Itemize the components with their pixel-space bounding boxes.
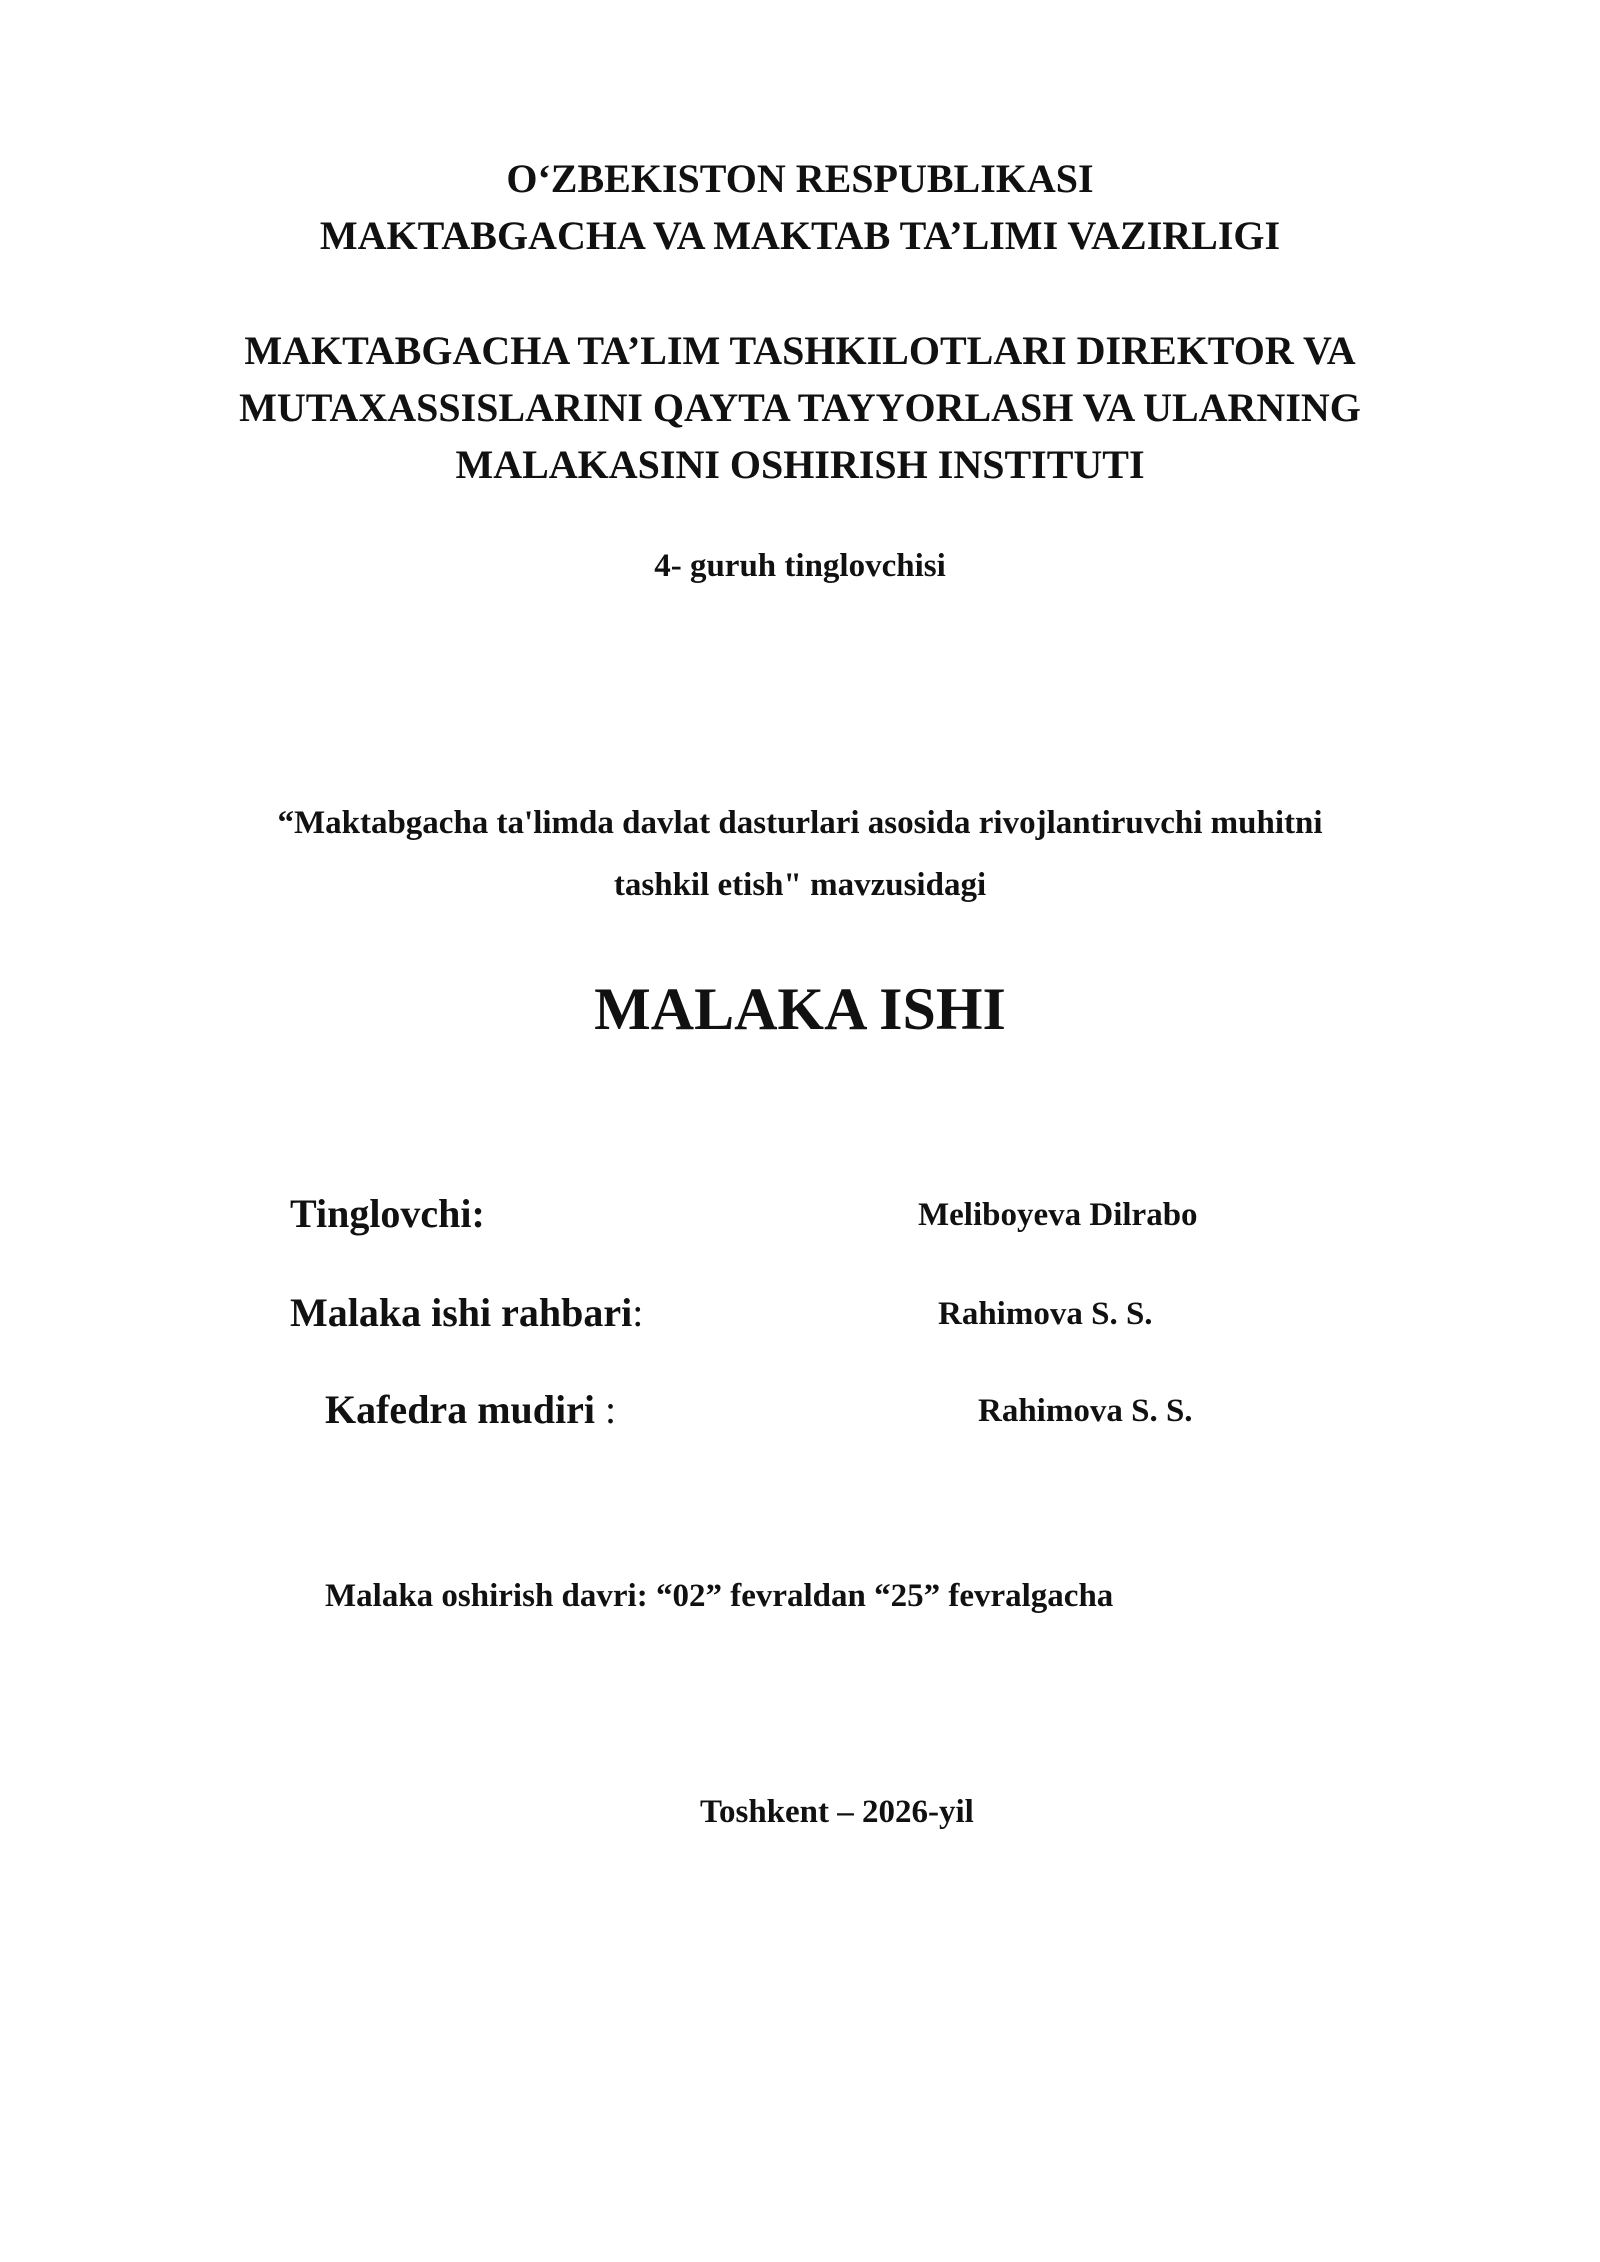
ministry-line-2: MAKTABGACHA VA MAKTAB TA’LIMI VAZIRLIGI [319, 213, 1281, 258]
institute-line-1: MAKTABGACHA TA’LIM TASHKILOTLARI DIREKTOR VA [244, 328, 1356, 373]
group-label: 4- guruh tinglovchisi [654, 548, 946, 584]
institute-line-3: MALAKASINI OSHIRISH INSTITUTI [455, 442, 1145, 487]
topic-line-1: “Maktabgacha ta'limda davlat dasturlari asosida rivojlantiruvchi muhitni [277, 805, 1323, 841]
supervisor-name: Rahimova S. S. [938, 1296, 1153, 1332]
ministry-line-1: O‘ZBEKISTON RESPUBLIKASI [506, 156, 1094, 201]
supervisor-colon: : [632, 1290, 644, 1335]
document-title: MALAKA ISHI [594, 976, 1006, 1042]
institute-line-2: MUTAXASSISLARINI QAYTA TAYYORLASH VA ULARNING [239, 385, 1361, 430]
listener-label: Tinglovchi: [290, 1191, 485, 1236]
training-period: Malaka oshirish davri: “02” fevraldan “25” fevralgacha [325, 1578, 1114, 1614]
supervisor-label [290, 1289, 643, 1336]
listener-name: Meliboyeva Dilrabo [918, 1197, 1198, 1233]
head-label [325, 1386, 616, 1433]
head-name: Rahimova S. S. [978, 1393, 1193, 1429]
place-and-year: Toshkent – 2026-yil [700, 1794, 974, 1830]
head-label-text: Kafedra mudiri [325, 1387, 595, 1432]
supervisor-label-text: Malaka ishi rahbari [290, 1290, 633, 1335]
topic-line-2: tashkil etish" mavzusidagi [613, 867, 987, 903]
head-colon: : [594, 1387, 617, 1432]
